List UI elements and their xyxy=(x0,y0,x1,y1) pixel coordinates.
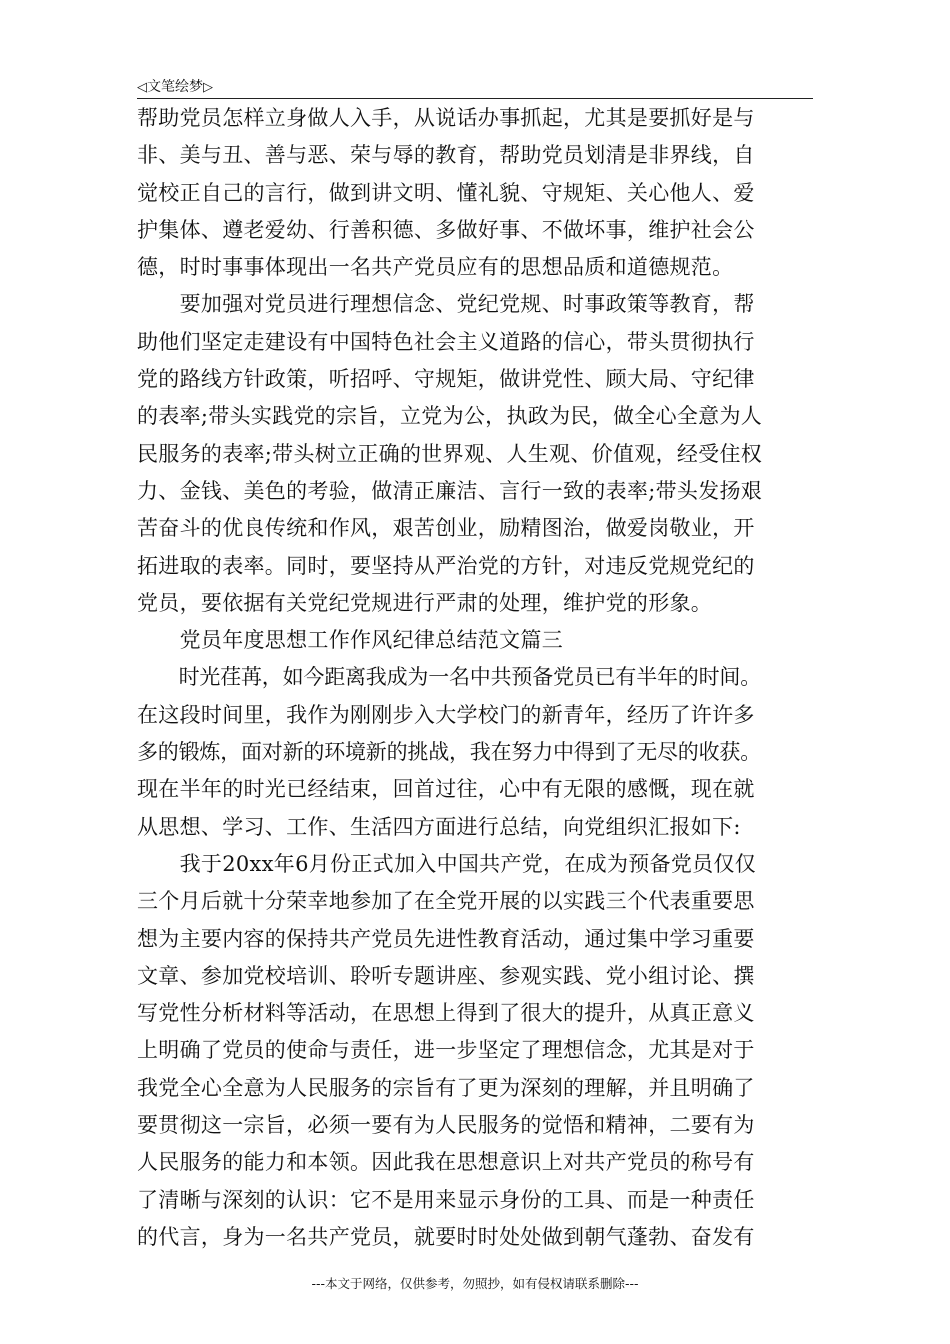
text-line: 了清晰与深刻的认识：它不是用来显示身份的工具、而是一种责任 xyxy=(137,1187,755,1212)
header-logo-text: 文笔绘梦 xyxy=(147,79,203,95)
text-line: 护集体、遵老爱幼、行善积德、多做好事、不做坏事，维护社会公 xyxy=(137,217,755,242)
text-line: 我于20xx年6月份正式加入中国共产党，在成为预备党员仅仅 xyxy=(137,851,757,876)
text-line: 民服务的表率;带头树立正确的世界观、人生观、价值观，经受住权 xyxy=(137,441,763,466)
text-line: 力、金钱、美色的考验，做清正廉洁、言行一致的表率;带头发扬艰 xyxy=(137,478,763,503)
text-line: 我党全心全意为人民服务的宗旨有了更为深刻的理解，并且明确了 xyxy=(137,1075,755,1100)
left-triangle-icon: ◁ xyxy=(137,80,147,95)
text-line: 文章、参加党校培训、聆听专题讲座、参观实践、党小组讨论、撰 xyxy=(137,963,755,988)
text-line: 要贯彻这一宗旨，必须一要有为人民服务的觉悟和精神，二要有为 xyxy=(137,1113,755,1138)
text-line: 上明确了党员的使命与责任，进一步坚定了理想信念，尤其是对于 xyxy=(137,1038,755,1063)
section-heading: 党员年度思想工作作风纪律总结范文篇三 xyxy=(137,628,563,653)
text-line: 拓进取的表率。同时，要坚持从严治党的方针，对违反党规党纪的 xyxy=(137,553,755,578)
page-footer: ---本文于网络，仅供参考，勿照抄，如有侵权请联系删除--- xyxy=(311,1276,639,1291)
text-line: 人民服务的能力和本领。因此我在思想意识上对共产党员的称号有 xyxy=(137,1150,755,1175)
text-line: 党员，要依据有关党纪党规进行严肃的处理，维护党的形象。 xyxy=(137,590,713,615)
text-line: 苦奋斗的优良传统和作风，艰苦创业，励精图治，做爱岗敬业，开 xyxy=(137,516,755,541)
text-line: 德，时时事事体现出一名共产党员应有的思想品质和道德规范。 xyxy=(137,255,734,280)
text-line: 现在半年的时光已经结束，回首过往，心中有无限的感慨，现在就 xyxy=(137,777,755,802)
right-triangle-icon: ▷ xyxy=(203,80,213,95)
text-line: 想为主要内容的保持共产党员先进性教育活动，通过集中学习重要 xyxy=(137,926,755,951)
text-line: 非、美与丑、善与恶、荣与辱的教育，帮助党员划清是非界线，自 xyxy=(137,143,755,168)
text-line: 帮助党员怎样立身做人入手，从说话办事抓起，尤其是要抓好是与 xyxy=(137,106,755,130)
text-line: 党的路线方针政策，听招呼、守规矩，做讲党性、顾大局、守纪律 xyxy=(137,367,755,392)
header-logo xyxy=(137,76,213,96)
text-line: 时光荏苒，如今距离我成为一名中共预备党员已有半年的时间。 xyxy=(137,665,761,690)
text-line: 觉校正自己的言行，做到讲文明、懂礼貌、守规矩、关心他人、爱 xyxy=(137,180,755,205)
text-line: 的代言，身为一名共产党员，就要时时处处做到朝气蓬勃、奋发有 xyxy=(137,1224,755,1249)
text-line: 写党性分析材料等活动，在思想上得到了很大的提升，从真正意义 xyxy=(137,1001,755,1026)
text-line: 从思想、学习、工作、生活四方面进行总结，向党组织汇报如下: xyxy=(137,814,741,839)
text-line: 要加强对党员进行理想信念、党纪党规、时事政策等教育，帮 xyxy=(137,292,755,317)
text-line: 多的锻炼，面对新的环境新的挑战，我在努力中得到了无尽的收获。 xyxy=(137,740,761,765)
page-header xyxy=(137,74,813,99)
text-line: 的表率;带头实践党的宗旨，立党为公，执政为民，做全心全意为人 xyxy=(137,404,763,429)
text-line: 助他们坚定走建设有中国特色社会主义道路的信心，带头贯彻执行 xyxy=(137,329,755,354)
text-line: 在这段时间里，我作为刚刚步入大学校门的新青年，经历了许许多 xyxy=(137,702,755,727)
document-body xyxy=(137,100,817,1256)
text-line: 三个月后就十分荣幸地参加了在全党开展的以实践三个代表重要思 xyxy=(137,889,755,914)
